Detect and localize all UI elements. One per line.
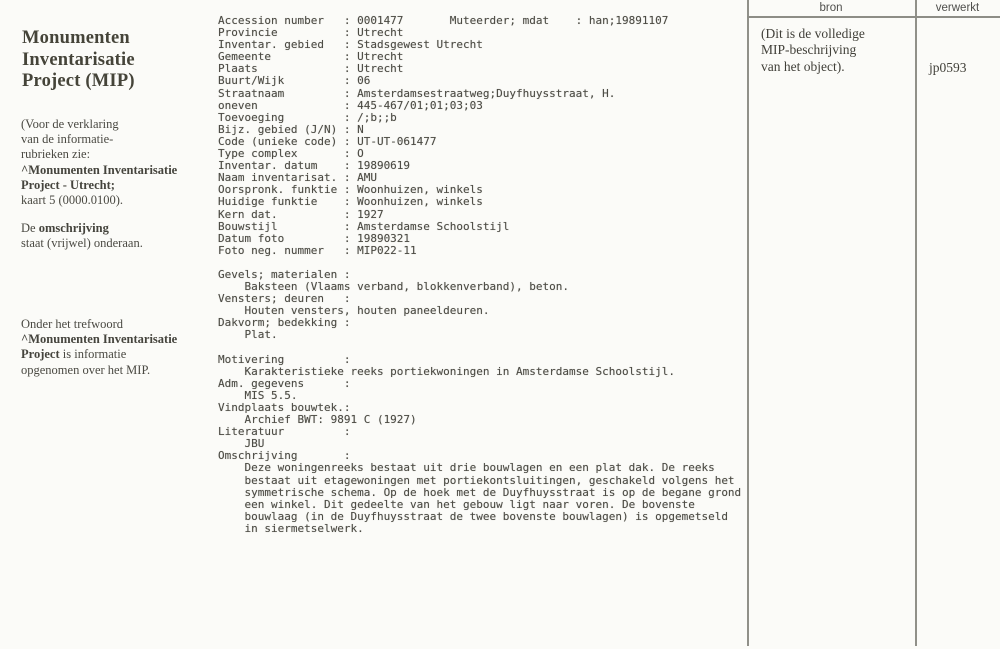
record-value-line: Deze woningenreeks bestaat uit drie bouwlagen en een plat dak. De reeks (218, 461, 715, 475)
record-value-line: symmetrische schema. Op de hoek met de Duyfhuysstraat is op de begane grond (218, 485, 742, 499)
record-field-line: Bijz. gebied (J/N) : N (218, 122, 364, 136)
note-text: is informatie (59, 347, 127, 362)
sidebar-note-verklaring (21, 117, 226, 208)
record-field-line: Straatnaam : Amsterdamsestraatweg;Duyfhuysstraat, H. (218, 86, 616, 100)
bron-note (761, 26, 865, 75)
panel-header-rule (747, 16, 1000, 18)
record-value-line: in siermetselwerk. (218, 521, 364, 535)
page-title-line: Inventarisatie (22, 49, 135, 70)
record-value-line: Karakteristieke reeks portiekwoningen in Amsterdamse Schoolstijl. (218, 364, 675, 378)
page-title-line: Project (MIP) (22, 71, 135, 92)
record-field-line: oneven : 445-467/01;01;03;03 (218, 98, 483, 112)
record-value-line: Archief BWT: 9891 C (1927) (218, 413, 417, 427)
record-field-line: Inventar. datum : 19890619 (218, 159, 411, 173)
record-value-line: een winkel. Dit gedeelte van het gebouw ligt naar voren. De bovenste (218, 497, 695, 511)
record-field-line: Huidige funktie : Woonhuizen, winkels (218, 195, 483, 209)
note-bold-text: Project (21, 347, 60, 362)
record-field-line: Plaats : Utrecht (218, 62, 404, 76)
sidebar-note-line (21, 236, 226, 251)
record-field-line: Naam inventarisat. : AMU (218, 171, 377, 185)
record-field-line: Provincie : Utrecht (218, 26, 404, 40)
page-title-line: Monumenten (22, 28, 130, 49)
record-field-line: Inventar. gebied : Stadsgewest Utrecht (218, 38, 483, 52)
record-field-line: Motivering : (218, 352, 358, 366)
record-field-line: Adm. gegevens : (218, 376, 358, 390)
note-text: van de informatie- (21, 132, 114, 147)
sidebar-note-line (21, 363, 226, 378)
note-text: opgenomen over het MIP. (21, 362, 151, 377)
sidebar-note-omschrijving (21, 221, 226, 251)
note-text: kaart 5 (0000.0100). (21, 193, 124, 208)
record-value-line: bestaat uit etagewoningen met portiekontsluitingen, geschakeld volgens het (218, 473, 735, 487)
column-header-verwerkt: verwerkt (935, 2, 980, 14)
record-value-line: JBU (218, 437, 265, 451)
record-field-line: Literatuur : (218, 425, 358, 439)
sidebar-note-line (21, 117, 226, 132)
note-text: (Voor de verklaring (21, 117, 119, 131)
record-field-line: Vensters; deuren : (218, 292, 358, 306)
record-field-line: Dakvorm; bedekking : (218, 316, 358, 330)
sidebar-note-line (21, 178, 226, 193)
note-text: De (21, 221, 39, 235)
note-text: rubrieken zie: (21, 147, 91, 162)
record-value-line: MIS 5.5. (218, 388, 298, 402)
record-field-line: Gemeente : Utrecht (218, 50, 404, 64)
sidebar-note-line (21, 317, 226, 332)
note-text: staat (vrijwel) onderaan. (21, 236, 143, 251)
record-field-line: Buurt/Wijk : 06 (218, 74, 371, 88)
panel-divider-right (915, 0, 917, 646)
column-header-bron: bron (819, 2, 843, 14)
sidebar-note-trefwoord (21, 317, 226, 378)
bron-note-line: (Dit is de volledige (761, 26, 865, 41)
record-text-block (218, 15, 741, 535)
note-bold-text: Project - Utrecht; (21, 177, 115, 192)
panel-divider-left (747, 0, 749, 646)
verwerkt-value: jp0593 (929, 60, 967, 75)
note-bold-text: ^Monumenten Inventarisatie (21, 332, 178, 347)
bron-note-line: MIP-beschrijving (761, 42, 857, 58)
sidebar-note-line (21, 221, 226, 236)
record-field-line: Bouwstijl : Amsterdamse Schoolstijl (218, 219, 510, 233)
note-text: Onder het trefwoord (21, 317, 124, 331)
record-field-line: Gevels; materialen : (218, 267, 358, 281)
note-bold-text: omschrijving (38, 221, 109, 235)
record-value-line: Houten vensters, houten paneeldeuren. (218, 304, 490, 318)
record-field-line: Code (unieke code) : UT-UT-061477 (218, 134, 437, 148)
record-value-line: bouwlaag (in de Duyfhuysstraat de twee bovenste bouwlagen) is opgemetseld (218, 509, 728, 523)
sidebar-note-line (21, 193, 226, 208)
page-title (22, 28, 135, 93)
sidebar-note-line (21, 163, 226, 178)
bron-note-line: van het object). (761, 58, 845, 74)
record-value-line: Plat. (218, 328, 278, 342)
sidebar-note-line (21, 347, 226, 362)
sidebar-note-line (21, 332, 226, 347)
sidebar-note-line (21, 132, 226, 147)
record-field-line: Kern dat. : 1927 (218, 207, 384, 221)
record-field-line: Vindplaats bouwtek.: (218, 401, 358, 414)
sidebar-note-line (21, 147, 226, 162)
record-value-line: Baksteen (Vlaams verband, blokkenverband), beton. (218, 280, 569, 294)
record-field-line: Toevoeging : /;b;;b (218, 110, 397, 124)
note-bold-text: ^Monumenten Inventarisatie (21, 162, 178, 177)
record-field-line: Foto neg. nummer : MIP022-11 (218, 243, 417, 257)
record-field-line: Omschrijving : (218, 449, 358, 463)
record-field-line: Datum foto : 19890321 (218, 231, 411, 245)
record-field-line: Oorspronk. funktie : Woonhuizen, winkels (218, 183, 483, 197)
record-field-line: Accession number : 0001477 Muteerder; mdat : han;19891107 (218, 14, 669, 27)
record-field-line: Type complex : O (218, 147, 364, 161)
record-blank-line (218, 342, 741, 354)
